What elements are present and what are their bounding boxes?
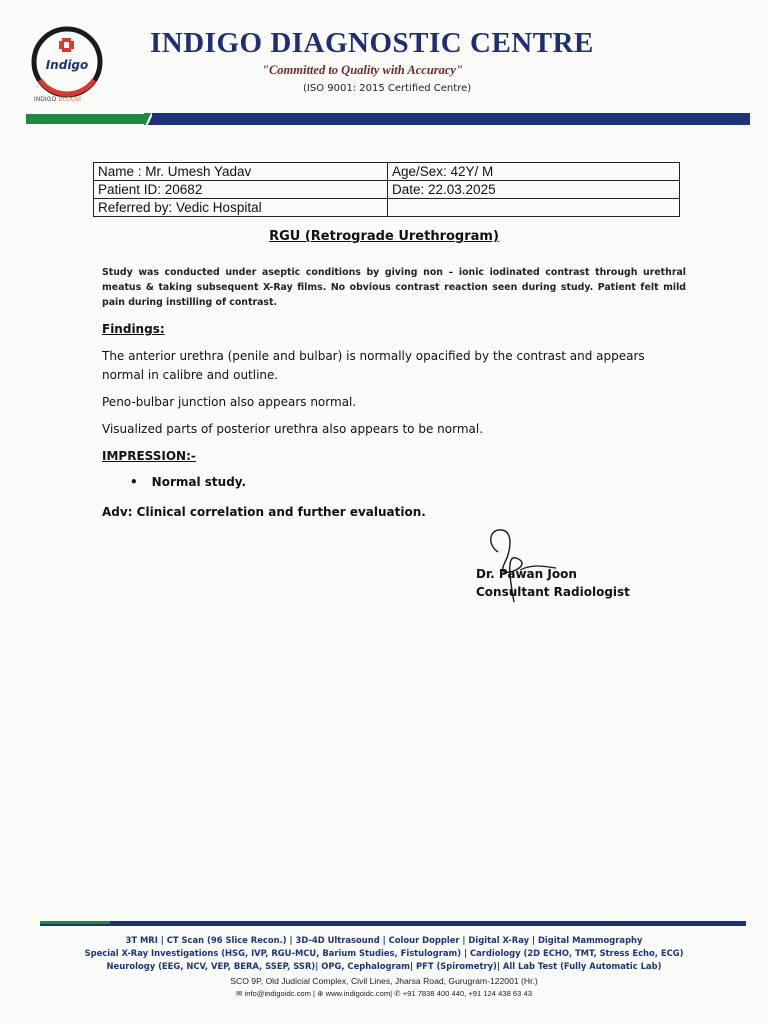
empty-cell: [388, 199, 680, 217]
logo-wordmark: Indigo: [45, 58, 89, 72]
doctor-title: Consultant Radiologist: [476, 585, 630, 599]
footer-services-line: Neurology (EEG, NCV, VEP, BERA, SSEP, SSR)| OPG, Cephalogram| PFT (Spirometry)| All Lab Test (Fully Automatic Lab): [106, 961, 662, 971]
advice: Adv: Clinical correlation and further evaluation.: [102, 505, 426, 519]
footer-services-line: 3T MRI | CT Scan (96 Slice Recon.) | 3D-4D Ultrasound | Colour Doppler | Digital X-Ray | Digital Mammography: [125, 935, 643, 945]
impression-heading: IMPRESSION:-: [102, 449, 196, 463]
footer-contact: ✉ info@indigoidc.com | ⊕ www.indigoidc.com| ✆ +91 7838 400 440, +91 124 438 63 43: [236, 989, 532, 998]
table-row: [94, 181, 680, 199]
tagline: "Committed to Quality with Accuracy": [262, 63, 463, 77]
table-row: [94, 163, 680, 181]
study-description: Study was conducted under aseptic conditions by giving non – ionic iodinated contrast through urethral meatus & taking subsequent X-Ray films. No obvious contrast reaction seen during study. Patient felt mild pain during instilling of contrast.: [102, 267, 686, 308]
footer-address: SCO 9P, Old Judicial Complex, Civil Lines, Jharsa Road, Gurugram-122001 (Hr.): [230, 976, 538, 986]
doctor-name: Dr. Pawan Joon: [476, 567, 577, 581]
logo-subtitle: INDIGO BLOOM: [34, 97, 82, 103]
finding-paragraph: The anterior urethra (penile and bulbar) is normally opacified by the contrast and appears normal in calibre and outline.: [102, 349, 645, 382]
table-row: [94, 199, 680, 217]
patient-details-table: [93, 162, 680, 217]
brand-name: INDIGO DIAGNOSTIC CENTRE: [150, 27, 594, 59]
finding-paragraph: Peno-bulbar junction also appears normal.: [102, 395, 357, 409]
impression-text: Normal study.: [151, 475, 247, 489]
report-title: RGU (Retrograde Urethrogram): [269, 229, 499, 244]
header-divider-band: [26, 113, 750, 125]
impression-item: [130, 475, 246, 489]
patient-age-sex: Age/Sex: 42Y/ M: [388, 163, 680, 181]
finding-paragraph: Visualized parts of posterior urethra also appears to be normal.: [102, 422, 484, 436]
footer-divider-band: [40, 919, 746, 927]
report-date: Date: 22.03.2025: [388, 181, 680, 199]
iso-certification: (ISO 9001: 2015 Certified Centre): [303, 83, 472, 94]
patient-name: Name : Mr. Umesh Yadav: [94, 163, 388, 181]
bullet-icon: •: [130, 475, 138, 489]
footer-services-line: Special X-Ray Investigations (HSG, IVP, RGU-MCU, Barium Studies, Fistulogram) | Cardiology (2D ECHO, TMT, Stress Echo, ECG): [84, 948, 684, 958]
centre-logo: [28, 24, 106, 106]
findings-heading: Findings:: [102, 322, 165, 336]
patient-id: Patient ID: 20682: [94, 181, 388, 199]
referred-by: Referred by: Vedic Hospital: [94, 199, 388, 217]
